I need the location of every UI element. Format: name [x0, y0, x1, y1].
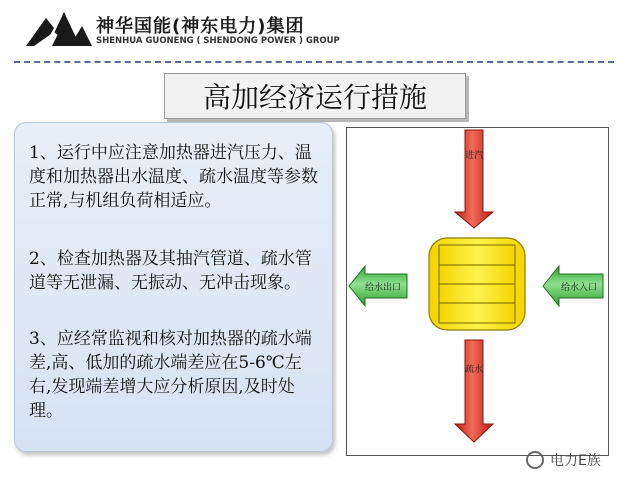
wechat-icon: [526, 451, 544, 469]
drain-outlet-arrow: [455, 340, 493, 442]
feedwater-outlet-arrow: [349, 266, 407, 306]
drain-outlet-label: 疏水: [464, 365, 484, 375]
measure-item-3: 3、应经常监视和核对加热器的疏水端差,高、低加的疏水端差应在5-6℃左右,发现端差增大应分析原因,及时处理。: [29, 329, 312, 421]
measure-item-2: 2、检查加热器及其抽汽管道、疏水管道等无泄漏、无振动、无冲击现象。: [29, 249, 312, 293]
heater-diagram: [346, 127, 609, 456]
brand-name-cn: 神华国能(神东电力)集团: [96, 16, 305, 37]
header-divider: [14, 61, 614, 63]
watermark: [526, 446, 630, 474]
measure-item-1: 1、运行中应注意加热器进汽压力、温度和加热器出水温度、疏水温度等参数正常,与机组负荷相适应。: [29, 143, 318, 211]
feedwater-outlet-label: 给水出口: [364, 283, 402, 293]
heater-diagram-svg: [347, 128, 608, 455]
heater-body: [429, 238, 525, 330]
brand-name-en: SHENHUA GUONENG ( SHENDONG POWER ) GROUP: [96, 36, 340, 46]
steam-inlet-arrow: [455, 130, 493, 228]
feedwater-inlet-arrow: [543, 266, 603, 306]
watermark-text: 电力E族: [550, 453, 601, 469]
steam-inlet-label: 进汽: [464, 151, 484, 161]
company-logo-icon: [24, 8, 94, 48]
feedwater-inlet-label: 给水入口: [560, 283, 598, 293]
header: [0, 0, 640, 62]
measures-panel: [14, 122, 333, 452]
slide-title: 高加经济运行措施: [164, 73, 466, 119]
